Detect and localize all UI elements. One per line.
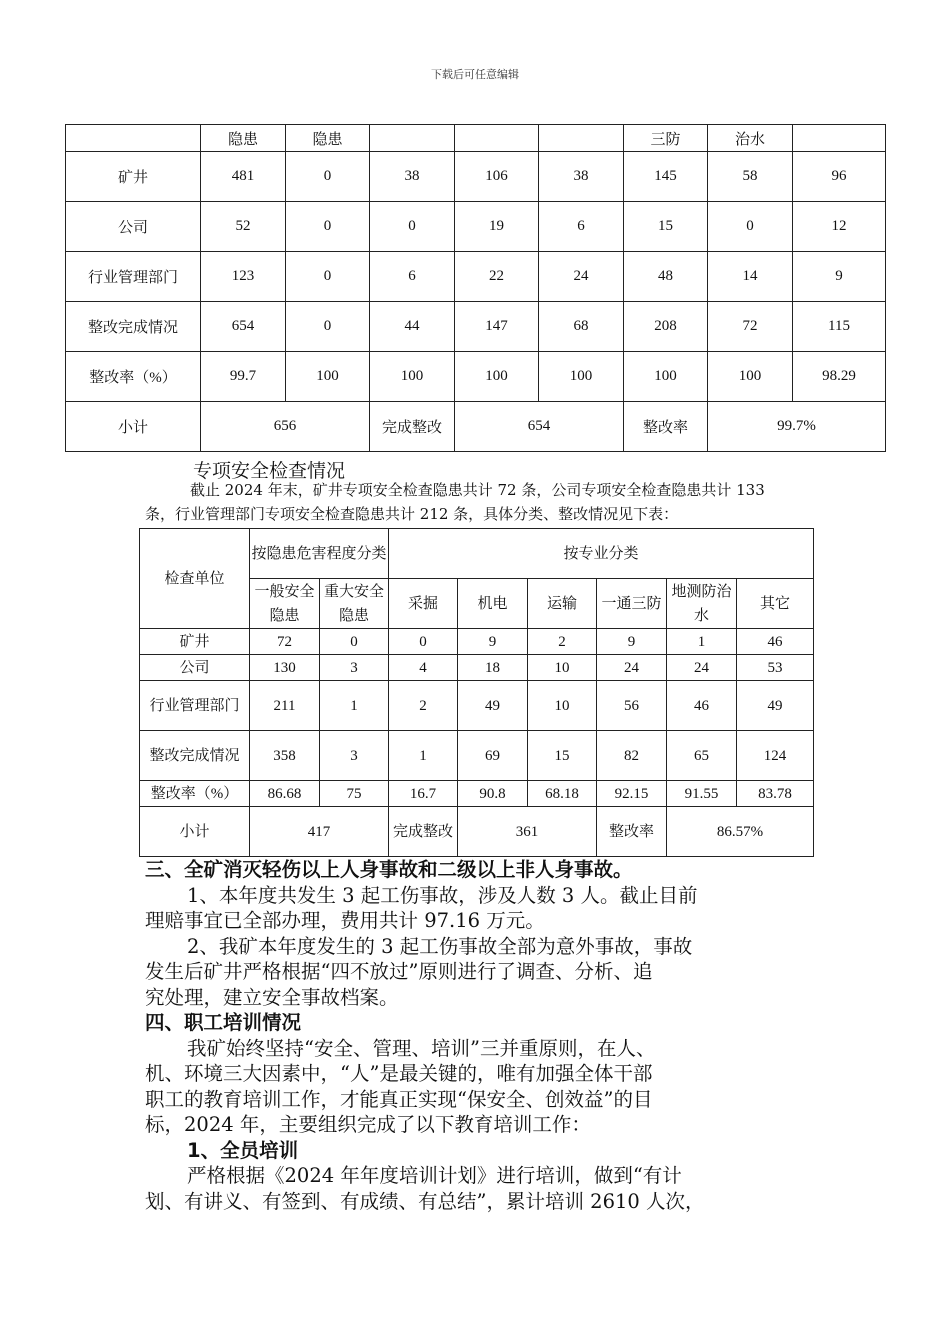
subheader-cell: 重大安全隐患 bbox=[320, 579, 389, 629]
table-cell: 72 bbox=[250, 629, 320, 655]
table-cell: 1 bbox=[389, 731, 458, 781]
table-cell: 9 bbox=[793, 252, 886, 302]
table-cell: 145 bbox=[624, 152, 708, 202]
table-cell: 147 bbox=[455, 302, 539, 352]
table-cell: 6 bbox=[539, 202, 624, 252]
row-label: 公司 bbox=[66, 202, 201, 252]
table-cell: 0 bbox=[286, 202, 370, 252]
table-cell: 86.68 bbox=[250, 781, 320, 807]
table-row bbox=[140, 655, 814, 681]
subheader-cell: 运输 bbox=[528, 579, 597, 629]
paragraph-line: 发生后矿井严格根据“四不放过”原则进行了调查、分析、追 bbox=[145, 960, 653, 983]
row-label: 行业管理部门 bbox=[140, 681, 250, 731]
table-cell: 0 bbox=[389, 629, 458, 655]
table-cell: 98.29 bbox=[793, 352, 886, 402]
paragraph-line: 理赔事宜已全部办理，费用共计 97.16 万元。 bbox=[145, 909, 545, 932]
table-cell: 15 bbox=[528, 731, 597, 781]
table-cell: 68 bbox=[539, 302, 624, 352]
table-row bbox=[66, 202, 886, 252]
table-cell: 1 bbox=[320, 681, 389, 731]
table-cell: 12 bbox=[793, 202, 886, 252]
table-cell: 0 bbox=[286, 302, 370, 352]
hazard-table-routine bbox=[65, 124, 886, 452]
table-cell: 15 bbox=[624, 202, 708, 252]
table-cell: 115 bbox=[793, 302, 886, 352]
table-cell: 56 bbox=[597, 681, 667, 731]
table-cell bbox=[793, 125, 886, 152]
row-label: 整改率（%） bbox=[140, 781, 250, 807]
table-cell: 130 bbox=[250, 655, 320, 681]
table-cell: 44 bbox=[370, 302, 455, 352]
subtotal-done: 361 bbox=[458, 807, 597, 857]
table-row bbox=[140, 681, 814, 731]
table-cell bbox=[539, 125, 624, 152]
table-cell: 106 bbox=[455, 152, 539, 202]
table-cell: 2 bbox=[528, 629, 597, 655]
section-3 bbox=[145, 857, 815, 1010]
subtotal-done-label: 完成整改 bbox=[370, 402, 455, 452]
table-cell: 隐患 bbox=[201, 125, 286, 152]
table-cell: 9 bbox=[597, 629, 667, 655]
paragraph-line: 职工的教育培训工作，才能真正实现“保安全、创效益”的目 bbox=[145, 1087, 653, 1111]
subtotal-label: 小计 bbox=[140, 807, 250, 857]
subtotal-rate-label: 整改率 bbox=[624, 402, 708, 452]
table-cell: 24 bbox=[667, 655, 737, 681]
paragraph-line: 2、我矿本年度发生的 3 起工伤事故全部为意外事故，事故 bbox=[187, 934, 693, 958]
table-row bbox=[140, 629, 814, 655]
table-row bbox=[66, 302, 886, 352]
table-cell: 100 bbox=[286, 352, 370, 402]
table-cell: 100 bbox=[539, 352, 624, 402]
table-cell: 治水 bbox=[708, 125, 793, 152]
table-cell: 211 bbox=[250, 681, 320, 731]
subtotal-rate: 86.57% bbox=[667, 807, 814, 857]
subheader-cell: 地测防治水 bbox=[667, 579, 737, 629]
table-cell: 0 bbox=[708, 202, 793, 252]
subtotal-rate: 99.7% bbox=[708, 402, 886, 452]
table-cell: 92.15 bbox=[597, 781, 667, 807]
paragraph-line: 究处理，建立安全事故档案。 bbox=[145, 985, 399, 1009]
header-specialty: 按专业分类 bbox=[389, 529, 814, 579]
table-cell: 10 bbox=[528, 681, 597, 731]
table-cell: 82 bbox=[597, 731, 667, 781]
table-cell bbox=[66, 125, 201, 152]
subtotal-row bbox=[140, 807, 814, 857]
table-cell: 隐患 bbox=[286, 125, 370, 152]
table-cell: 24 bbox=[597, 655, 667, 681]
table-cell: 38 bbox=[370, 152, 455, 202]
table-cell: 3 bbox=[320, 655, 389, 681]
table-cell: 68.18 bbox=[528, 781, 597, 807]
subheader-cell: 一般安全隐患 bbox=[250, 579, 320, 629]
row-label: 行业管理部门 bbox=[66, 252, 201, 302]
section-title-special: 专项安全检查情况 bbox=[193, 460, 346, 482]
table-cell: 6 bbox=[370, 252, 455, 302]
row-label: 公司 bbox=[140, 655, 250, 681]
table-header-row bbox=[66, 125, 886, 152]
table-cell: 481 bbox=[201, 152, 286, 202]
intro-line-2: 条，行业管理部门专项安全检查隐患共计 212 条，具体分类、整改情况见下表： bbox=[145, 505, 679, 523]
table-cell: 96 bbox=[793, 152, 886, 202]
table-cell: 69 bbox=[458, 731, 528, 781]
subheader-cell: 机电 bbox=[458, 579, 528, 629]
subtotal-row bbox=[66, 402, 886, 452]
table-cell: 100 bbox=[624, 352, 708, 402]
table-cell: 48 bbox=[624, 252, 708, 302]
paragraph-line: 我矿始终坚持“安全、管理、培训”三并重原则，在人、 bbox=[187, 1036, 656, 1060]
paragraph-line: 标，2024 年，主要组织完成了以下教育培训工作： bbox=[145, 1113, 591, 1136]
table-cell bbox=[455, 125, 539, 152]
table-row bbox=[140, 781, 814, 807]
table-row bbox=[66, 352, 886, 402]
subtotal-done: 654 bbox=[455, 402, 624, 452]
subheader-cell: 一通三防 bbox=[597, 579, 667, 629]
section-3-title: 三、全矿消灭轻伤以上人身事故和二级以上非人身事故。 bbox=[145, 858, 633, 881]
table-cell: 19 bbox=[455, 202, 539, 252]
table-cell: 14 bbox=[708, 252, 793, 302]
table-cell: 0 bbox=[320, 629, 389, 655]
table-cell: 208 bbox=[624, 302, 708, 352]
subheader-cell: 其它 bbox=[737, 579, 814, 629]
table-cell: 1 bbox=[667, 629, 737, 655]
table-cell: 46 bbox=[667, 681, 737, 731]
table-cell: 0 bbox=[370, 202, 455, 252]
table-cell: 99.7 bbox=[201, 352, 286, 402]
row-label: 矿井 bbox=[140, 629, 250, 655]
section-4 bbox=[145, 1010, 815, 1214]
table-cell: 100 bbox=[708, 352, 793, 402]
table-cell: 65 bbox=[667, 731, 737, 781]
row-label: 整改率（%） bbox=[66, 352, 201, 402]
row-label: 整改完成情况 bbox=[140, 731, 250, 781]
table-cell: 18 bbox=[458, 655, 528, 681]
table-cell: 16.7 bbox=[389, 781, 458, 807]
subtotal-total: 417 bbox=[250, 807, 389, 857]
table-cell: 10 bbox=[528, 655, 597, 681]
hazard-table-special bbox=[139, 528, 814, 857]
table-cell: 124 bbox=[737, 731, 814, 781]
paragraph-line: 1、本年度共发生 3 起工伤事故，涉及人数 3 人。截止目前 bbox=[187, 883, 698, 907]
table-cell: 654 bbox=[201, 302, 286, 352]
table-cell: 2 bbox=[389, 681, 458, 731]
table-cell: 38 bbox=[539, 152, 624, 202]
header-unit: 检查单位 bbox=[140, 529, 250, 629]
table-row bbox=[140, 731, 814, 781]
table-cell: 91.55 bbox=[667, 781, 737, 807]
paragraph-line: 严格根据《2024 年年度培训计划》进行培训，做到“有计 bbox=[187, 1164, 682, 1187]
subtotal-rate-label: 整改率 bbox=[597, 807, 667, 857]
subsection-title: 1、全员培训 bbox=[187, 1138, 299, 1162]
table-cell: 358 bbox=[250, 731, 320, 781]
table-cell: 46 bbox=[737, 629, 814, 655]
table-cell: 3 bbox=[320, 731, 389, 781]
table-cell: 9 bbox=[458, 629, 528, 655]
table-cell: 49 bbox=[458, 681, 528, 731]
table-cell: 100 bbox=[370, 352, 455, 402]
table-cell: 75 bbox=[320, 781, 389, 807]
table-cell: 49 bbox=[737, 681, 814, 731]
table-row bbox=[66, 252, 886, 302]
intro-line-1: 截止 2024 年末，矿井专项安全检查隐患共计 72 条，公司专项安全检查隐患共计 133 bbox=[190, 481, 765, 499]
table-cell: 72 bbox=[708, 302, 793, 352]
table-cell: 三防 bbox=[624, 125, 708, 152]
table-cell: 123 bbox=[201, 252, 286, 302]
paragraph-line: 划、有讲义、有签到、有成绩、有总结”，累计培训 2610 人次， bbox=[145, 1189, 705, 1213]
table-cell: 52 bbox=[201, 202, 286, 252]
table-cell: 0 bbox=[286, 152, 370, 202]
table-cell: 90.8 bbox=[458, 781, 528, 807]
table-cell: 22 bbox=[455, 252, 539, 302]
table-row bbox=[66, 152, 886, 202]
table-cell: 83.78 bbox=[737, 781, 814, 807]
row-label: 矿井 bbox=[66, 152, 201, 202]
header-severity: 按隐患危害程度分类 bbox=[250, 529, 389, 579]
table-cell: 100 bbox=[455, 352, 539, 402]
table-cell bbox=[370, 125, 455, 152]
section-4-title: 四、职工培训情况 bbox=[145, 1011, 302, 1034]
table-cell: 58 bbox=[708, 152, 793, 202]
subtotal-label: 小计 bbox=[66, 402, 201, 452]
subtotal-total: 656 bbox=[201, 402, 370, 452]
table-cell: 0 bbox=[286, 252, 370, 302]
paragraph-line: 机、环境三大因素中，“人”是最关键的，唯有加强全体干部 bbox=[145, 1062, 653, 1085]
table-cell: 24 bbox=[539, 252, 624, 302]
table-header-row bbox=[140, 529, 814, 579]
table-cell: 53 bbox=[737, 655, 814, 681]
table-cell: 4 bbox=[389, 655, 458, 681]
row-label: 整改完成情况 bbox=[66, 302, 201, 352]
subtotal-done-label: 完成整改 bbox=[389, 807, 458, 857]
page-header-note: 下载后可任意编辑 bbox=[431, 68, 519, 81]
subheader-cell: 采掘 bbox=[389, 579, 458, 629]
